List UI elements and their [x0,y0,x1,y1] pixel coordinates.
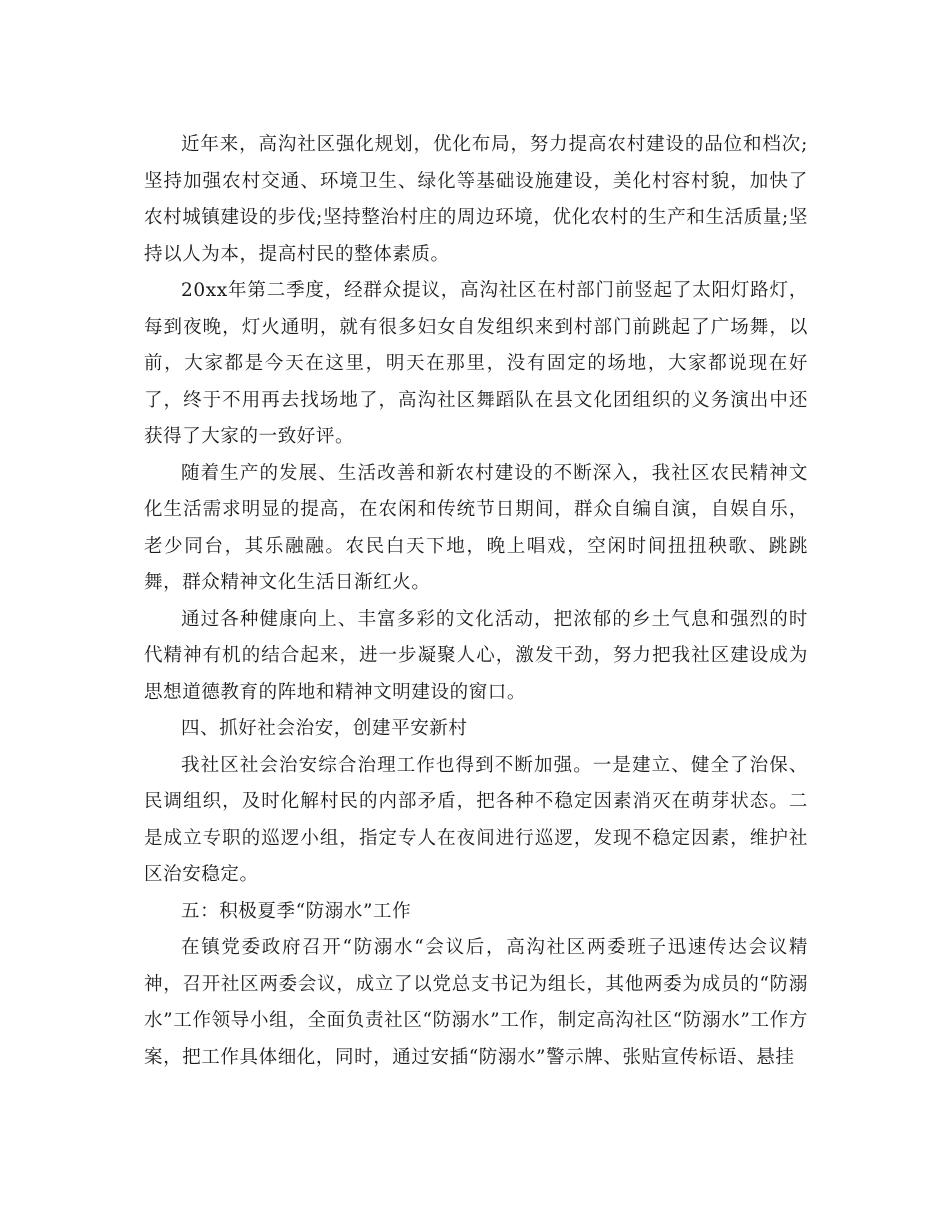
paragraph-village-construction: 近年来，高沟社区强化规划，优化布局，努力提高农村建设的品位和档次;坚持加强农村交通、环境卫生、绿化等基础设施建设，美化村容村貌，加快了农村城镇建设的步伐;坚持整治村庄的周边环境，优化农村的生产和生活质量;坚持以人为本，提高村民的整体素质。 [144,134,808,265]
paragraph-cultural-life: 随着生产的发展、生活改善和新农村建设的不断深入，我社区农民精神文化生活需求明显的提高，在农闲和传统节日期间，群众自编自演，自娱自乐，老少同台，其乐融融。农民白天下地，晚上唱戏，空闲时间扭扭秧歌、跳跳舞，群众精神文化生活日渐红火。 [144,462,808,593]
paragraph-public-security: 我社区社会治安综合治理工作也得到不断加强。一是建立、健全了治保、民调组织，及时化解村民的内部矛盾，把各种不稳定因素消灭在萌芽状态。二是成立专职的巡逻小组，指定专人在夜间进行巡逻，发现不稳定因素，维护社区治安稳定。 [144,754,808,885]
paragraph-drowning-prevention: 在镇党委政府召开“防溺水“会议后，高沟社区两委班子迅速传达会议精神，召开社区两委会议，成立了以党总支书记为组长，其他两委为成员的“防溺水”工作领导小组，全面负责社区“防溺水”工作，制定高沟社区“防溺水”工作方案，把工作具体细化，同时，通过安插“防溺水”警示牌、张贴宣传标语、悬挂 [144,937,808,1068]
section-heading-drowning-prevention: 五：积极夏季“防溺水”工作 [181,900,412,922]
paragraph-cultural-activities: 通过各种健康向上、丰富多彩的文化活动，把浓郁的乡土气息和强烈的时代精神有机的结合起来，进一步凝聚人心，激发干劲，努力把我社区建设成为思想道德教育的阵地和精神文明建设的窗口。 [144,608,808,703]
paragraph-square-dance: 20xx年第二季度，经群众提议，高沟社区在村部门前竖起了太阳灯路灯，每到夜晚，灯火通明，就有很多妇女自发组织来到村部门前跳起了广场舞，以前，大家都是今天在这里，明天在那里，没有固定的场地，大家都说现在好了，终于不用再去找场地了，高沟社区舞蹈队在县文化团组织的义务演出中还获得了大家的一致好评。 [144,280,808,447]
section-heading-public-security: 四、抓好社会治安，创建平安新村 [181,718,468,739]
document-body [144,127,808,1076]
